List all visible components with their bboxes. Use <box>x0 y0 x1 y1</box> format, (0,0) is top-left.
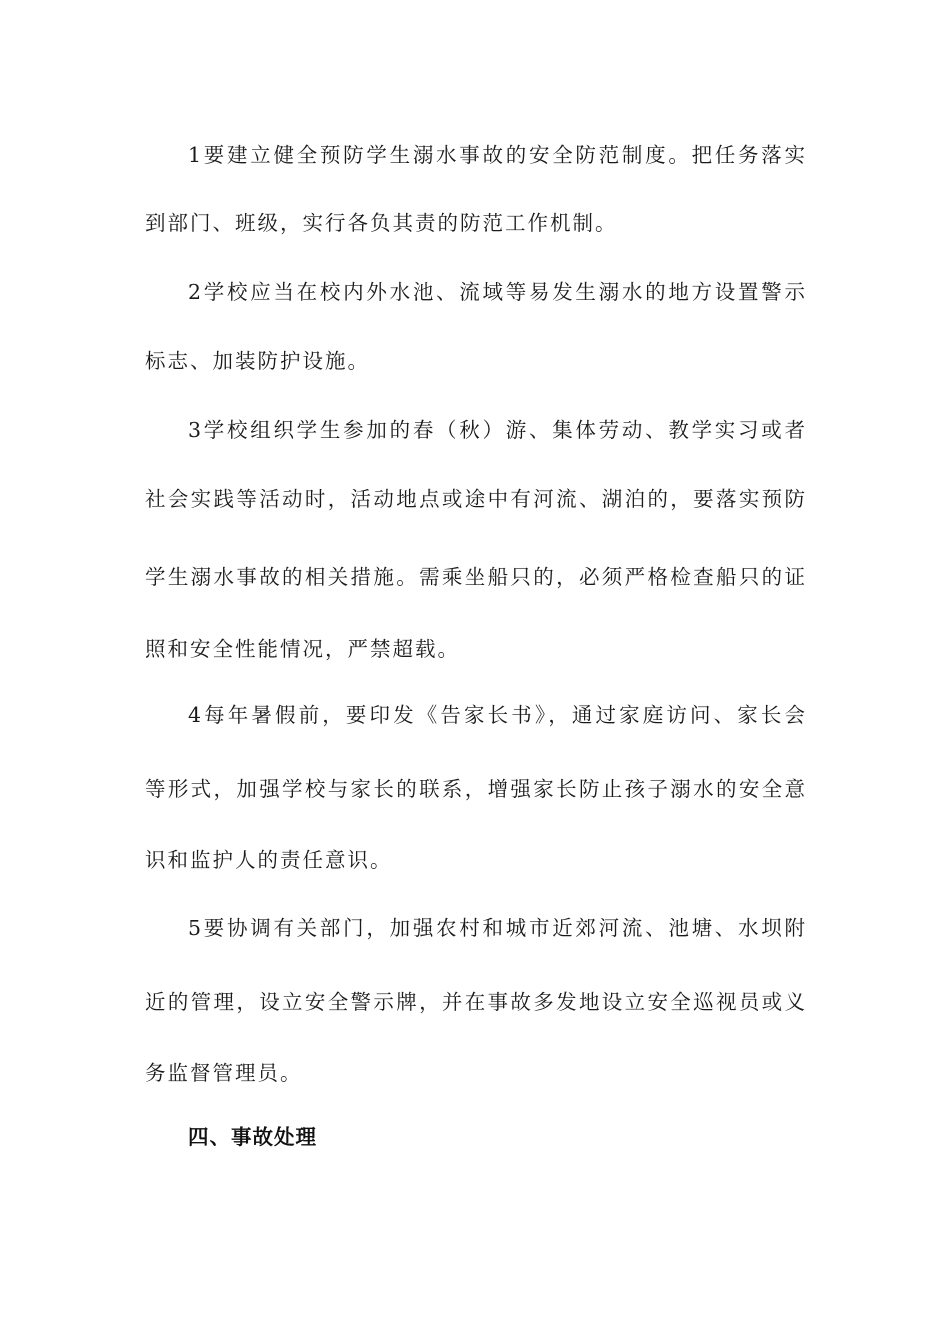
paragraph-3-line-3: 学生溺水事故的相关措施。需乘坐船只的，必须严格检查船只的证 <box>145 565 805 589</box>
paragraph-4-line-2: 等形式，加强学校与家长的联系，增强家长防止孩子溺水的安全意 <box>145 777 805 801</box>
paragraph-4-line-1: 4每年暑假前，要印发《告家长书》，通过家庭访问、家长会 <box>188 703 805 727</box>
section-heading: 四、事故处理 <box>188 1125 317 1149</box>
paragraph-5-line-2: 近的管理，设立安全警示牌，并在事故多发地设立安全巡视员或义 <box>145 990 805 1014</box>
paragraph-3-line-2: 社会实践等活动时，活动地点或途中有河流、湖泊的，要落实预防 <box>145 487 805 511</box>
paragraph-3-line-4: 照和安全性能情况，严禁超载。 <box>145 637 460 661</box>
paragraph-2-line-1: 2学校应当在校内外水池、流域等易发生溺水的地方设置警示 <box>188 280 805 304</box>
paragraph-2-line-2: 标志、加装防护设施。 <box>145 349 370 373</box>
paragraph-5-line-1: 5要协调有关部门，加强农村和城市近郊河流、池塘、水坝附 <box>188 916 805 940</box>
paragraph-4-line-3: 识和监护人的责任意识。 <box>145 848 393 872</box>
paragraph-3-line-1: 3学校组织学生参加的春（秋）游、集体劳动、教学实习或者 <box>188 418 805 442</box>
paragraph-5-line-3: 务监督管理员。 <box>145 1061 303 1085</box>
paragraph-1-line-2: 到部门、班级，实行各负其责的防范工作机制。 <box>145 211 618 235</box>
paragraph-1-line-1: 1要建立健全预防学生溺水事故的安全防范制度。把任务落实 <box>188 143 805 167</box>
